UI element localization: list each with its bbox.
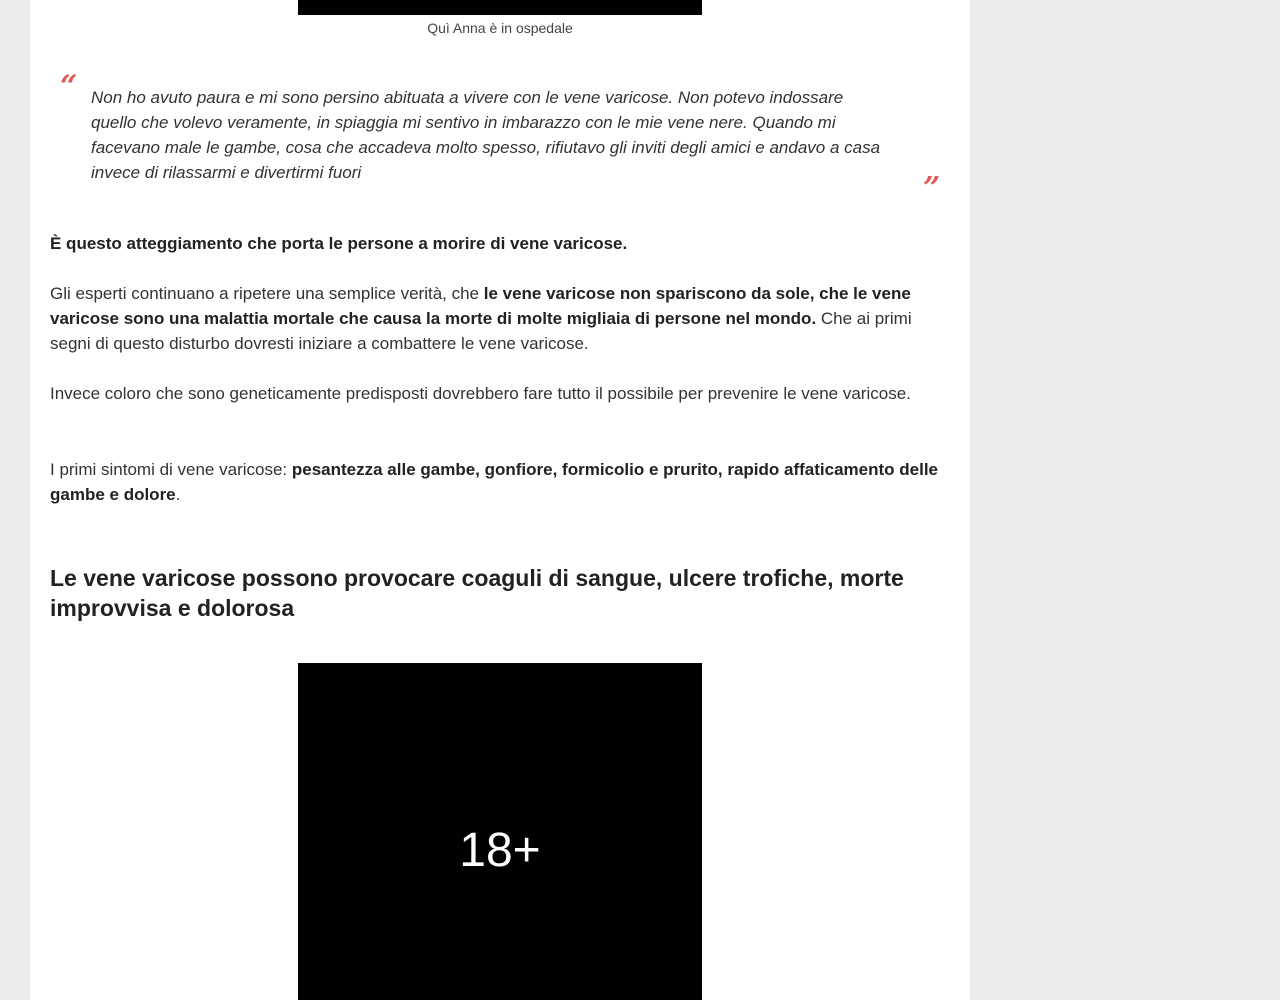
section-heading: Le vene varicose possono provocare coaguli di sangue, ulcere trofiche, morte improvvisa e dolorosa	[50, 565, 904, 621]
hospital-image	[298, 0, 702, 15]
testimonial-quote: Non ho avuto paura e mi sono persino abituata a vivere con le vene varicose. Non potevo indossare quello che volevo veramente, in spiaggia mi sentivo in imbarazzo con le mie vene nere. Quando mi facevano male le gambe, cosa che accadeva molto spesso, rifiutavo gli inviti degli amici e andavo a casa invece di rilassarmi e divertirmi fuori	[91, 88, 881, 182]
age-restricted-image[interactable]	[298, 663, 702, 1000]
paragraph-experts	[50, 281, 940, 356]
paragraph-symptoms-end: .	[175, 485, 181, 504]
article-content	[30, 0, 970, 1000]
close-quote-icon: ”	[923, 171, 941, 206]
paragraph-symptoms-bold: pesantezza alle gambe, gonfiore, formicolio e prurito, rapido affaticamento delle gambe e dolore	[50, 460, 938, 504]
paragraph-symptoms	[50, 457, 940, 507]
paragraph-symptoms-start: I primi sintomi di vene varicose:	[50, 460, 292, 479]
paragraph-attitude	[50, 231, 940, 256]
paragraph-prevention: Invece coloro che sono geneticamente predisposti dovrebbero fare tutto il possibile per prevenire le vene varicose.	[50, 384, 911, 403]
age-restriction-label: 18+	[459, 824, 541, 877]
image-caption: Quì Anna è in ospedale	[427, 20, 573, 36]
open-quote-icon: “	[60, 69, 78, 104]
paragraph-attitude-bold: È questo atteggiamento che porta le persone a morire di vene varicose.	[50, 234, 628, 253]
paragraph-experts-bold: le vene varicose non spariscono da sole, che le vene varicose sono una malattia mortale che causa la morte di molte migliaia di persone nel mondo.	[50, 284, 911, 328]
paragraph-experts-end: Che ai primi segni di questo disturbo dovresti iniziare a combattere le vene varicose.	[50, 309, 912, 353]
paragraph-experts-start: Gli esperti continuano a ripetere una semplice verità, che	[50, 284, 484, 303]
